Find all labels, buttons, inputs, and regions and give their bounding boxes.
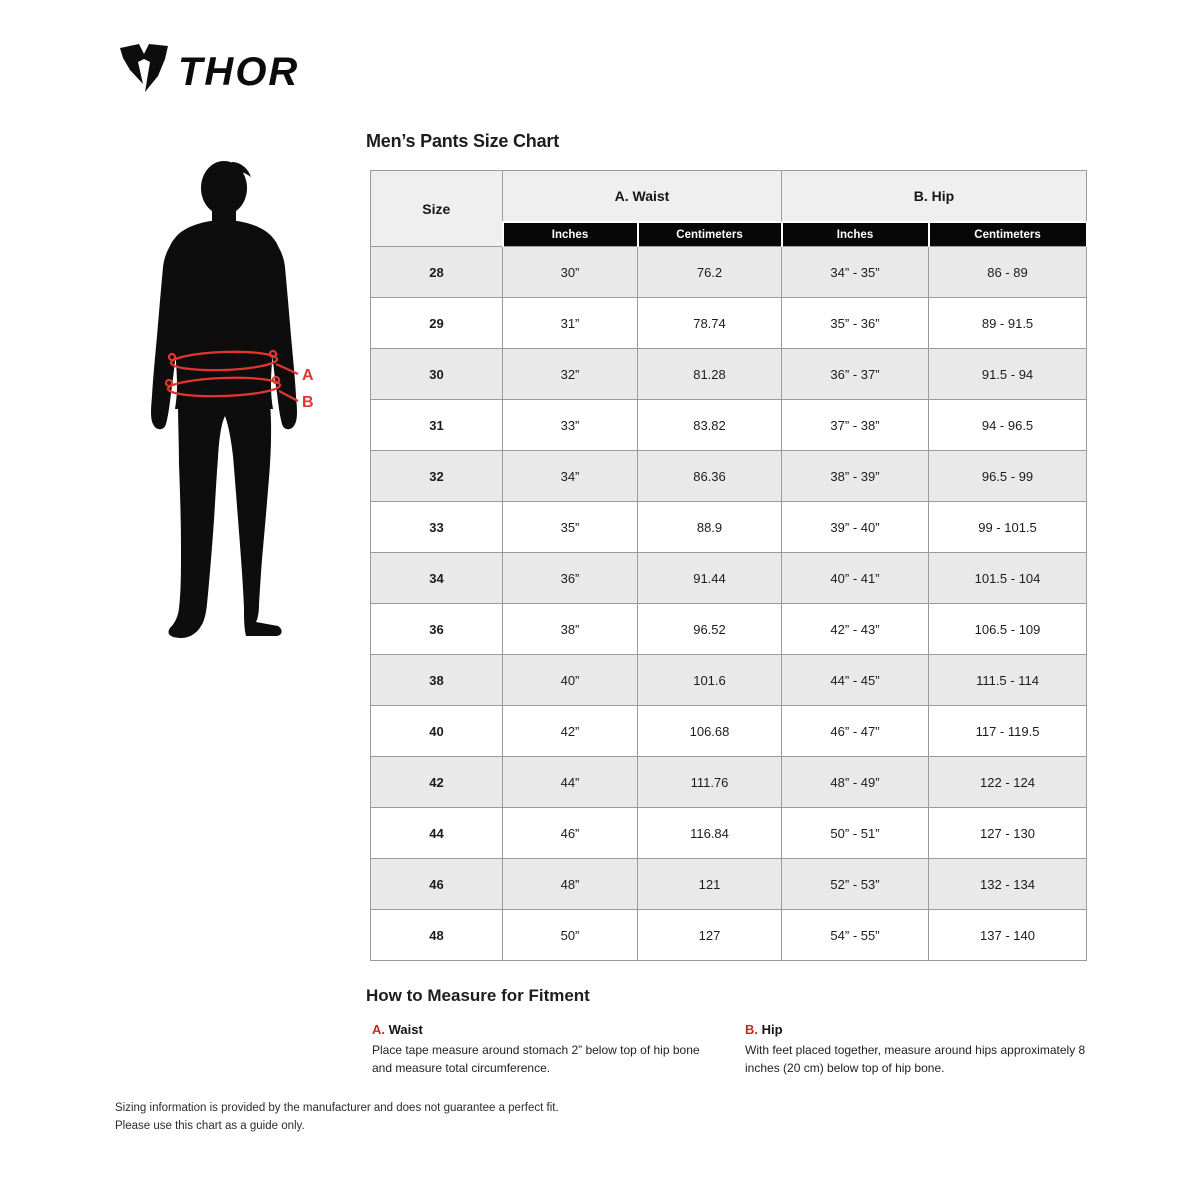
table-row [371,247,1087,298]
value-cell: 38” - 39” [782,451,929,502]
table-row [371,553,1087,604]
size-table-body [371,247,1087,961]
size-cell: 31 [371,400,503,451]
value-cell: 89 - 91.5 [929,298,1087,349]
measure-section-hip [745,1022,1090,1077]
value-cell: 42” [503,706,638,757]
size-cell: 34 [371,553,503,604]
subheader-waist-inches: Inches [503,222,638,247]
value-cell: 35” - 36” [782,298,929,349]
value-cell: 111.76 [638,757,782,808]
body-silhouette [140,148,360,663]
value-cell: 37” - 38” [782,400,929,451]
value-cell: 81.28 [638,349,782,400]
table-row [371,400,1087,451]
waist-letter: A. [372,1022,385,1037]
subheader-waist-centimeters: Centimeters [638,222,782,247]
value-cell: 34” - 35” [782,247,929,298]
value-cell: 86.36 [638,451,782,502]
table-row [371,808,1087,859]
how-to-measure-heading: How to Measure for Fitment [366,986,590,1005]
value-cell: 39” - 40” [782,502,929,553]
table-header-size: Size [371,171,503,247]
table-row [371,859,1087,910]
value-cell: 96.5 - 99 [929,451,1087,502]
value-cell: 127 [638,910,782,961]
value-cell: 91.5 - 94 [929,349,1087,400]
value-cell: 127 - 130 [929,808,1087,859]
value-cell: 96.52 [638,604,782,655]
disclaimer-line-1: Sizing information is provided by the manufacturer and does not guarantee a perfect fit. [115,1102,559,1114]
size-cell: 33 [371,502,503,553]
thor-horns-icon [112,38,322,100]
value-cell: 117 - 119.5 [929,706,1087,757]
size-cell: 29 [371,298,503,349]
size-cell: 28 [371,247,503,298]
value-cell: 52” - 53” [782,859,929,910]
size-cell: 46 [371,859,503,910]
value-cell: 38” [503,604,638,655]
value-cell: 33” [503,400,638,451]
table-row [371,502,1087,553]
disclaimer-text [115,1100,559,1136]
value-cell: 83.82 [638,400,782,451]
thor-logo [112,38,322,102]
value-cell: 116.84 [638,808,782,859]
table-row [371,298,1087,349]
value-cell: 36” [503,553,638,604]
value-cell: 44” [503,757,638,808]
value-cell: 101.5 - 104 [929,553,1087,604]
size-cell: 42 [371,757,503,808]
value-cell: 40” [503,655,638,706]
size-cell: 44 [371,808,503,859]
value-cell: 36” - 37” [782,349,929,400]
value-cell: 86 - 89 [929,247,1087,298]
value-cell: 42” - 43” [782,604,929,655]
waist-instructions: Place tape measure around stomach 2” below top of hip bone and measure total circumference. [372,1043,700,1075]
value-cell: 91.44 [638,553,782,604]
value-cell: 50” - 51” [782,808,929,859]
value-cell: 111.5 - 114 [929,655,1087,706]
table-row [371,706,1087,757]
value-cell: 99 - 101.5 [929,502,1087,553]
table-row [371,757,1087,808]
hip-instructions: With feet placed together, measure around hips approximately 8 inches (20 cm) below top of hip bone. [745,1043,1086,1075]
value-cell: 137 - 140 [929,910,1087,961]
value-cell: 106.68 [638,706,782,757]
value-cell: 46” [503,808,638,859]
value-cell: 35” [503,502,638,553]
table-header-waist: A. Waist [503,171,782,223]
disclaimer-line-2: Please use this chart as a guide only. [115,1119,305,1132]
value-cell: 44” - 45” [782,655,929,706]
how-to-measure-section [366,986,1090,1077]
thor-wordmark: THOR [178,50,300,94]
measure-section-waist [372,1022,706,1077]
size-cell: 32 [371,451,503,502]
value-cell: 48” [503,859,638,910]
hip-label: B [302,394,314,411]
value-cell: 132 - 134 [929,859,1087,910]
table-row [371,349,1087,400]
value-cell: 50” [503,910,638,961]
value-cell: 78.74 [638,298,782,349]
value-cell: 122 - 124 [929,757,1087,808]
table-row [371,655,1087,706]
value-cell: 76.2 [638,247,782,298]
size-chart-table [370,170,1088,961]
size-cell: 48 [371,910,503,961]
size-cell: 40 [371,706,503,757]
value-cell: 94 - 96.5 [929,400,1087,451]
waist-name: Waist [388,1022,423,1037]
subheader-hip-inches: Inches [782,222,929,247]
value-cell: 48” - 49” [782,757,929,808]
value-cell: 88.9 [638,502,782,553]
value-cell: 30” [503,247,638,298]
size-cell: 36 [371,604,503,655]
table-row [371,910,1087,961]
hip-name: Hip [761,1022,783,1037]
man-silhouette-graphic [151,161,297,638]
value-cell: 101.6 [638,655,782,706]
table-row [371,451,1087,502]
value-cell: 54” - 55” [782,910,929,961]
subheader-hip-centimeters: Centimeters [929,222,1087,247]
hip-letter: B. [745,1022,758,1037]
size-cell: 30 [371,349,503,400]
value-cell: 31” [503,298,638,349]
size-cell: 38 [371,655,503,706]
value-cell: 40” - 41” [782,553,929,604]
table-row [371,604,1087,655]
value-cell: 121 [638,859,782,910]
table-header-hip: B. Hip [782,171,1087,223]
waist-label: A [302,367,314,384]
value-cell: 106.5 - 109 [929,604,1087,655]
value-cell: 34” [503,451,638,502]
value-cell: 32” [503,349,638,400]
page-title: Men’s Pants Size Chart [366,131,559,151]
value-cell: 46” - 47” [782,706,929,757]
